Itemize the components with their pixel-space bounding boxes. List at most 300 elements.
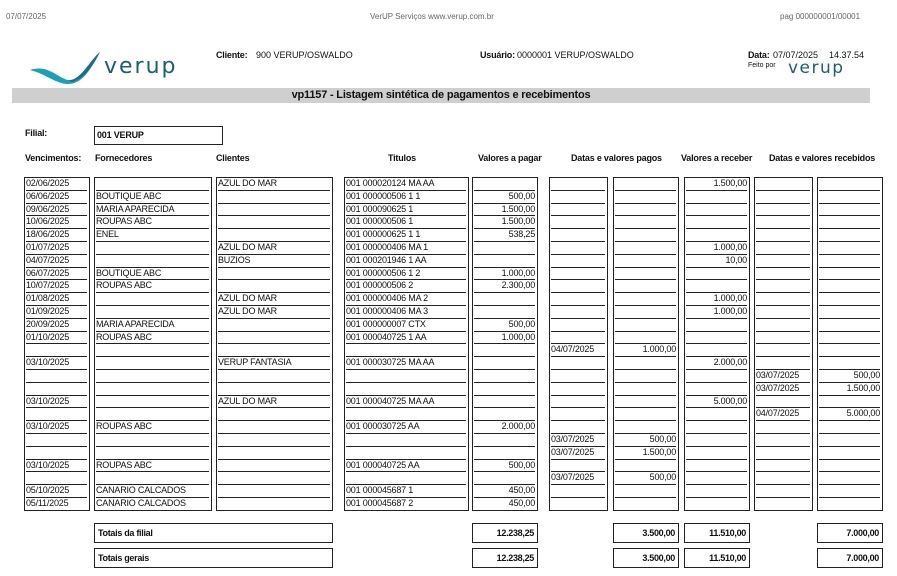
cell-venc: 01/08/2025 (26, 293, 87, 306)
cell-dpago (551, 357, 605, 370)
report-title-bar (12, 88, 870, 103)
cell-vrec (819, 204, 880, 217)
totais-gerais-recebido: 7.000,00 (817, 548, 883, 568)
cell-dpago (551, 421, 605, 434)
cell-receber (686, 216, 747, 229)
cell-receber: 1.000,00 (686, 293, 747, 306)
cell-pagar: 450,00 (474, 498, 535, 511)
cell-vpago (615, 460, 676, 473)
cell-drec (756, 485, 810, 498)
cell-dpago (551, 178, 605, 191)
header-datas-recebidos: Datas e valores recebidos (769, 153, 876, 163)
cell-tit (346, 344, 466, 357)
column-drec (754, 177, 813, 511)
cell-tit (346, 408, 466, 421)
column-vrec (817, 177, 883, 511)
cell-forn (96, 242, 209, 255)
cell-cli (218, 332, 330, 345)
cell-vpago (615, 357, 676, 370)
cell-drec (756, 472, 810, 485)
cell-cli: AZUL DO MAR (218, 178, 330, 191)
cell-tit (346, 383, 466, 396)
cell-vpago (615, 332, 676, 345)
cell-tit (346, 434, 466, 447)
cell-vpago (615, 421, 676, 434)
cell-drec (756, 434, 810, 447)
cell-dpago (551, 370, 605, 383)
cell-venc: 05/10/2025 (26, 485, 87, 498)
cell-dpago (551, 191, 605, 204)
cell-dpago (551, 255, 605, 268)
cell-drec (756, 498, 810, 511)
header-valores-pagar: Valores a pagar (478, 153, 542, 163)
cell-pagar: 500,00 (474, 191, 535, 204)
cell-vrec (819, 421, 880, 434)
cell-drec (756, 357, 810, 370)
header-valores-receber: Valores a receber (681, 153, 753, 163)
cell-venc: 06/06/2025 (26, 191, 87, 204)
cell-vrec (819, 216, 880, 229)
cell-drec (756, 421, 810, 434)
totais-filial-pago: 3.500,00 (613, 523, 679, 543)
cell-venc: 04/07/2025 (26, 255, 87, 268)
cell-pagar (474, 357, 535, 370)
cell-venc: 03/10/2025 (26, 460, 87, 473)
cell-tit: 001 000000625 1 1 (346, 229, 466, 242)
cell-dpago: 03/07/2025 (551, 434, 605, 447)
cell-drec (756, 255, 810, 268)
cell-drec: 04/07/2025 (756, 408, 810, 421)
cell-vpago (615, 216, 676, 229)
cell-pagar (474, 242, 535, 255)
cell-tit: 001 000040725 AA (346, 460, 466, 473)
data-value: 07/07/2025 (773, 50, 819, 60)
cell-dpago (551, 204, 605, 217)
column-receber (684, 177, 750, 511)
cell-vpago (615, 306, 676, 319)
cell-tit: 001 000030725 AA (346, 421, 466, 434)
cell-drec (756, 191, 810, 204)
cell-forn: CANARIO CALCADOS (96, 485, 209, 498)
cell-dpago: 03/07/2025 (551, 447, 605, 460)
cell-venc (26, 434, 87, 447)
cell-tit: 001 000045687 1 (346, 485, 466, 498)
cell-vrec (819, 255, 880, 268)
cell-drec (756, 460, 810, 473)
cell-pagar (474, 306, 535, 319)
totais-filial-receber: 11.510,00 (684, 523, 750, 543)
column-venc (24, 177, 90, 511)
cell-vpago: 1.500,00 (615, 447, 676, 460)
header-fornecedores: Fornecedores (95, 153, 153, 163)
cell-forn (96, 408, 209, 421)
cell-dpago: 04/07/2025 (551, 344, 605, 357)
cell-tit: 001 000000506 2 (346, 280, 466, 293)
usuario-value: 0000001 VERUP/OSWALDO (517, 50, 634, 60)
cell-cli (218, 408, 330, 421)
cell-pagar (474, 255, 535, 268)
cell-venc: 02/06/2025 (26, 178, 87, 191)
cell-vpago (615, 293, 676, 306)
totais-filial-recebido: 7.000,00 (817, 523, 883, 543)
cell-venc: 18/06/2025 (26, 229, 87, 242)
cell-vpago: 500,00 (615, 472, 676, 485)
cell-forn: ENEL (96, 229, 209, 242)
cell-vrec (819, 293, 880, 306)
cell-tit: 001 000040725 MA AA (346, 396, 466, 409)
cell-vpago (615, 319, 676, 332)
cell-pagar: 538,25 (474, 229, 535, 242)
usuario-label: Usuário: (480, 50, 515, 60)
cell-tit: 001 000090625 1 (346, 204, 466, 217)
cell-dpago (551, 229, 605, 242)
totais-gerais-label: Totais gerais (98, 553, 149, 563)
cell-cli (218, 268, 330, 281)
cell-venc (26, 344, 87, 357)
cell-dpago (551, 280, 605, 293)
cell-forn (96, 472, 209, 485)
cell-cli: AZUL DO MAR (218, 306, 330, 319)
cell-dpago (551, 396, 605, 409)
column-forn (94, 177, 212, 511)
cell-cli: AZUL DO MAR (218, 396, 330, 409)
small-logo-text: verup (788, 58, 845, 78)
totais-gerais-pagar: 12.238,25 (472, 548, 538, 568)
cell-dpago (551, 319, 605, 332)
cell-forn: MARIA APARECIDA (96, 319, 209, 332)
cell-pagar: 1.500,00 (474, 216, 535, 229)
cell-tit: 001 000030725 MA AA (346, 357, 466, 370)
cell-forn (96, 357, 209, 370)
cell-drec (756, 319, 810, 332)
cell-dpago (551, 306, 605, 319)
data-label: Data: (748, 50, 770, 60)
cell-dpago (551, 498, 605, 511)
cell-receber: 1.500,00 (686, 178, 747, 191)
cell-receber: 1.000,00 (686, 242, 747, 255)
cell-vrec: 500,00 (819, 370, 880, 383)
cell-drec (756, 242, 810, 255)
cell-vrec: 1.500,00 (819, 383, 880, 396)
cell-receber (686, 229, 747, 242)
logo-text: verup (104, 54, 178, 79)
cell-venc (26, 447, 87, 460)
cell-receber (686, 408, 747, 421)
column-cli (216, 177, 333, 511)
column-dpago (549, 177, 608, 511)
cell-vpago (615, 191, 676, 204)
cell-cli (218, 383, 330, 396)
cell-vpago (615, 396, 676, 409)
cell-vpago: 1.000,00 (615, 344, 676, 357)
cell-receber: 1.000,00 (686, 306, 747, 319)
cell-forn: BOUTIQUE ABC (96, 191, 209, 204)
cell-receber (686, 498, 747, 511)
cell-cli: AZUL DO MAR (218, 242, 330, 255)
filial-box (94, 126, 223, 145)
cell-cli (218, 216, 330, 229)
cell-forn: ROUPAS ABC (96, 460, 209, 473)
cell-tit (346, 472, 466, 485)
cell-venc: 05/11/2025 (26, 498, 87, 511)
cell-forn: CANARIO CALCADOS (96, 498, 209, 511)
cell-tit: 001 000020124 MA AA (346, 178, 466, 191)
cell-vrec (819, 460, 880, 473)
cell-vrec (819, 268, 880, 281)
cell-receber: 2.000,00 (686, 357, 747, 370)
cell-pagar: 2.300,00 (474, 280, 535, 293)
cell-vrec (819, 434, 880, 447)
cell-receber (686, 434, 747, 447)
cell-pagar (474, 293, 535, 306)
cell-tit: 001 000000506 1 (346, 216, 466, 229)
cell-cli (218, 280, 330, 293)
cell-vpago (615, 178, 676, 191)
cell-pagar: 500,00 (474, 460, 535, 473)
cell-vpago (615, 498, 676, 511)
cell-cli: VERUP FANTASIA (218, 357, 330, 370)
cell-dpago (551, 460, 605, 473)
cell-venc: 01/09/2025 (26, 306, 87, 319)
cell-cli (218, 421, 330, 434)
cell-pagar: 2.000,00 (474, 421, 535, 434)
cell-forn (96, 293, 209, 306)
cell-vrec (819, 472, 880, 485)
cell-pagar: 1.000,00 (474, 332, 535, 345)
cell-pagar (474, 178, 535, 191)
cell-receber (686, 344, 747, 357)
cell-drec (756, 268, 810, 281)
page-number: pag 000000001/00001 (780, 12, 861, 21)
cell-venc: 10/06/2025 (26, 216, 87, 229)
header-clientes: Clientes (216, 153, 250, 163)
cell-cli: BUZIOS (218, 255, 330, 268)
cell-venc: 01/10/2025 (26, 332, 87, 345)
cell-forn (96, 178, 209, 191)
cell-receber (686, 370, 747, 383)
cell-cli (218, 472, 330, 485)
cell-forn: ROUPAS ABC (96, 421, 209, 434)
cell-vrec (819, 396, 880, 409)
cell-pagar (474, 408, 535, 421)
totais-gerais-label-box (94, 548, 333, 568)
cell-vpago (615, 204, 676, 217)
cell-receber (686, 460, 747, 473)
cell-pagar: 1.500,00 (474, 204, 535, 217)
cell-venc: 03/10/2025 (26, 357, 87, 370)
cell-vrec (819, 357, 880, 370)
cell-dpago (551, 242, 605, 255)
cell-cli (218, 447, 330, 460)
cell-venc: 03/10/2025 (26, 421, 87, 434)
cell-tit: 001 000000007 CTX (346, 319, 466, 332)
cell-drec: 03/07/2025 (756, 383, 810, 396)
cell-pagar (474, 344, 535, 357)
cell-forn: MARIA APARECIDA (96, 204, 209, 217)
cell-vpago (615, 255, 676, 268)
cell-pagar (474, 383, 535, 396)
cell-vrec (819, 332, 880, 345)
cell-vrec (819, 229, 880, 242)
cell-receber (686, 268, 747, 281)
cell-venc: 06/07/2025 (26, 268, 87, 281)
cliente-label: Cliente: (216, 50, 248, 60)
filial-value: 001 VERUP (97, 130, 144, 140)
cell-cli (218, 498, 330, 511)
cell-receber (686, 421, 747, 434)
cell-vrec (819, 280, 880, 293)
cell-vrec (819, 319, 880, 332)
cell-forn (96, 447, 209, 460)
cell-forn (96, 344, 209, 357)
totais-filial-pagar: 12.238,25 (472, 523, 538, 543)
company-info: VerUP Serviços www.verup.com.br (370, 12, 494, 21)
cell-receber (686, 280, 747, 293)
cell-drec (756, 396, 810, 409)
cell-tit: 001 000201946 1 AA (346, 255, 466, 268)
cell-vpago (615, 229, 676, 242)
cell-receber: 10,00 (686, 255, 747, 268)
cell-venc: 01/07/2025 (26, 242, 87, 255)
cell-receber (686, 472, 747, 485)
cell-dpago (551, 268, 605, 281)
verup-logo (28, 50, 208, 86)
cliente-value: 900 VERUP/OSWALDO (256, 50, 353, 60)
cell-vpago (615, 383, 676, 396)
cell-venc: 20/09/2025 (26, 319, 87, 332)
column-tit (344, 177, 469, 511)
cell-drec (756, 306, 810, 319)
cell-vrec (819, 447, 880, 460)
cell-forn (96, 370, 209, 383)
cell-drec (756, 344, 810, 357)
cell-pagar: 450,00 (474, 485, 535, 498)
cell-vrec (819, 178, 880, 191)
cell-drec (756, 204, 810, 217)
cell-drec (756, 447, 810, 460)
cell-drec (756, 216, 810, 229)
cell-forn: BOUTIQUE ABC (96, 268, 209, 281)
cell-pagar (474, 396, 535, 409)
cell-pagar: 1.000,00 (474, 268, 535, 281)
cell-cli (218, 344, 330, 357)
cell-receber (686, 447, 747, 460)
cell-cli (218, 229, 330, 242)
totais-filial-label-box (94, 523, 333, 543)
cell-tit: 001 000000406 MA 1 (346, 242, 466, 255)
column-vpago (613, 177, 679, 511)
cell-dpago (551, 408, 605, 421)
cell-tit: 001 000040725 1 AA (346, 332, 466, 345)
cell-vpago (615, 370, 676, 383)
cell-receber (686, 204, 747, 217)
cell-cli (218, 319, 330, 332)
cell-venc (26, 370, 87, 383)
filial-label: Filial: (25, 128, 48, 138)
cell-receber (686, 332, 747, 345)
cell-receber: 5.000,00 (686, 396, 747, 409)
cell-vrec (819, 485, 880, 498)
cell-dpago (551, 216, 605, 229)
time-value: 14.37.54 (829, 50, 865, 60)
cell-forn (96, 383, 209, 396)
feito-por-label: Feito por (748, 62, 776, 69)
cell-drec: 03/07/2025 (756, 370, 810, 383)
cell-tit (346, 370, 466, 383)
cell-vpago (615, 280, 676, 293)
cell-receber (686, 319, 747, 332)
cell-cli (218, 204, 330, 217)
cell-drec (756, 229, 810, 242)
cell-cli (218, 434, 330, 447)
report-title: vp1157 - Listagem sintética de pagamentos e recebimentos (291, 89, 591, 101)
cell-vrec (819, 306, 880, 319)
cell-vpago (615, 268, 676, 281)
cell-dpago (551, 332, 605, 345)
cell-pagar (474, 447, 535, 460)
cell-pagar (474, 370, 535, 383)
cell-dpago (551, 293, 605, 306)
cell-forn (96, 255, 209, 268)
totais-gerais-receber: 11.510,00 (684, 548, 750, 568)
cell-venc: 03/10/2025 (26, 396, 87, 409)
cell-tit: 001 000045687 2 (346, 498, 466, 511)
cell-pagar (474, 472, 535, 485)
cell-pagar: 500,00 (474, 319, 535, 332)
cell-vpago (615, 408, 676, 421)
cell-drec (756, 178, 810, 191)
cell-cli (218, 460, 330, 473)
cell-vrec: 5.000,00 (819, 408, 880, 421)
column-pagar (472, 177, 538, 511)
cell-tit: 001 000000506 1 2 (346, 268, 466, 281)
cell-venc (26, 472, 87, 485)
cell-cli: AZUL DO MAR (218, 293, 330, 306)
cell-vrec (819, 191, 880, 204)
cell-venc (26, 383, 87, 396)
cell-venc (26, 408, 87, 421)
cell-dpago: 03/07/2025 (551, 472, 605, 485)
cell-tit (346, 447, 466, 460)
cell-vrec (819, 498, 880, 511)
header-datas-pagos: Datas e valores pagos (571, 153, 662, 163)
cell-dpago (551, 485, 605, 498)
cell-receber (686, 191, 747, 204)
header-vencimentos: Vencimentos: (25, 153, 82, 163)
cell-receber (686, 485, 747, 498)
cell-cli (218, 191, 330, 204)
cell-forn: ROUPAS ABC (96, 332, 209, 345)
totais-filial-label: Totais da filial (98, 528, 153, 538)
cell-vpago (615, 242, 676, 255)
cell-vrec (819, 344, 880, 357)
cell-forn (96, 306, 209, 319)
print-date: 07/07/2025 (6, 12, 47, 21)
cell-forn (96, 396, 209, 409)
totais-gerais-pago: 3.500,00 (613, 548, 679, 568)
cell-forn: ROUPAS ABC (96, 280, 209, 293)
cell-cli (218, 485, 330, 498)
cell-drec (756, 332, 810, 345)
cell-tit: 001 000000406 MA 2 (346, 293, 466, 306)
cell-vpago (615, 485, 676, 498)
cell-forn (96, 434, 209, 447)
cell-pagar (474, 434, 535, 447)
cell-tit: 001 000000506 1 1 (346, 191, 466, 204)
cell-dpago (551, 383, 605, 396)
cell-vpago: 500,00 (615, 434, 676, 447)
cell-receber (686, 383, 747, 396)
